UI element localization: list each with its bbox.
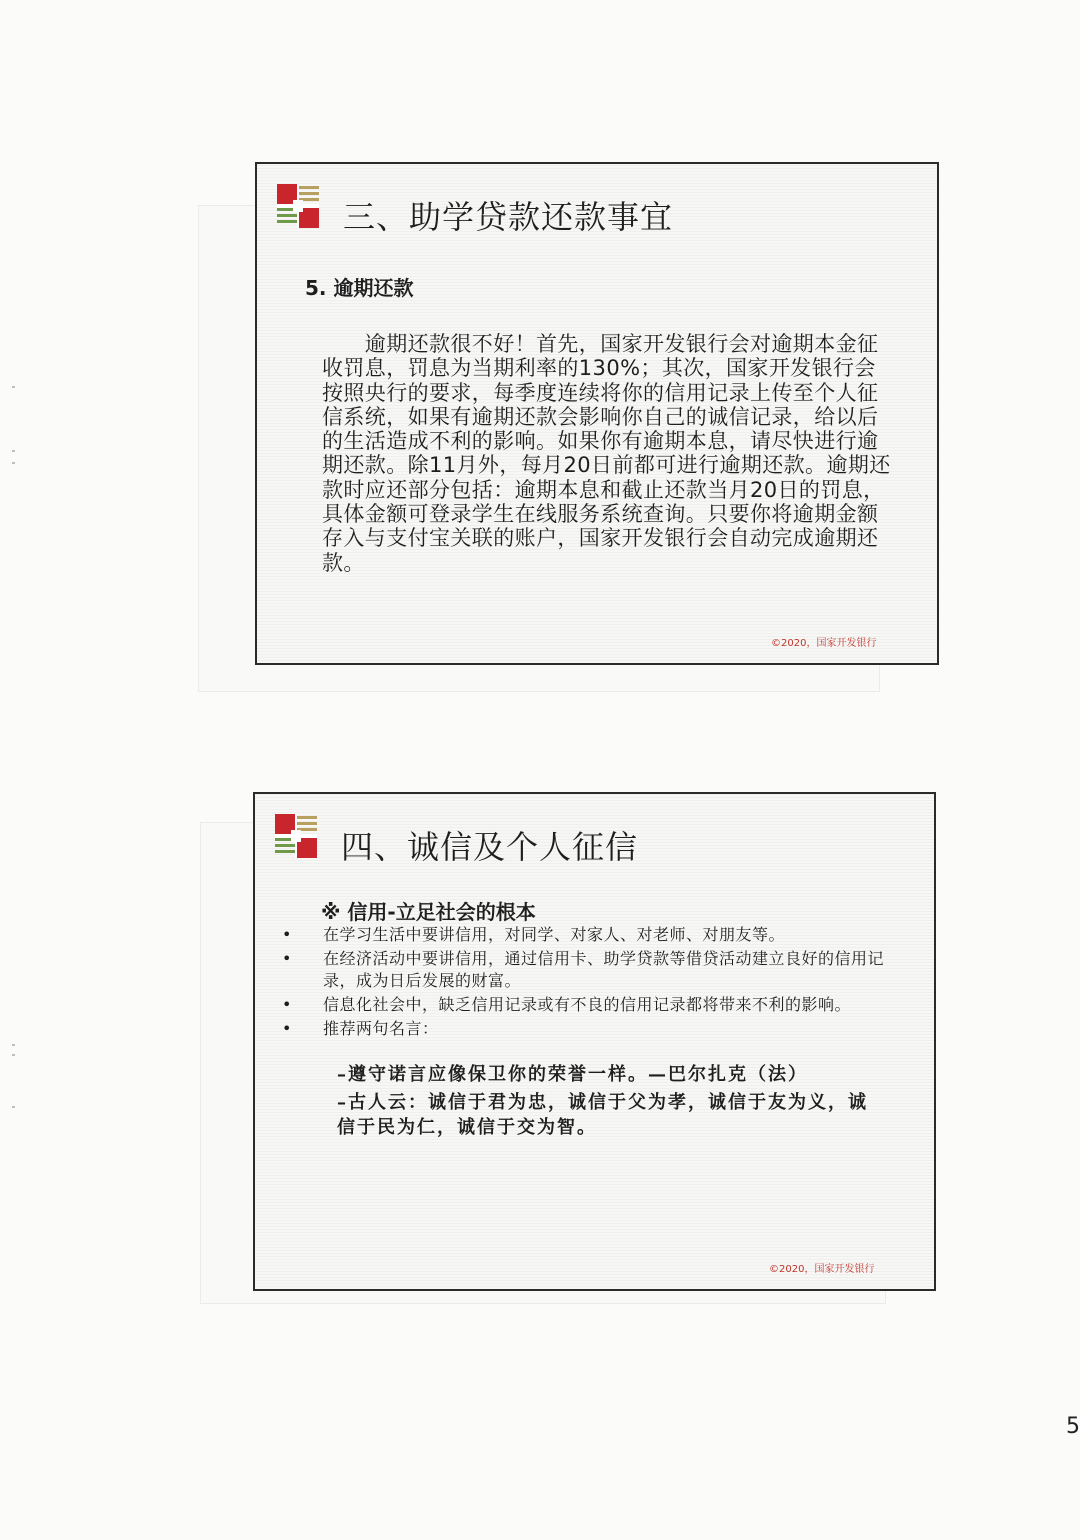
slide-title: 三、助学贷款还款事宜 xyxy=(343,198,674,236)
quote-ancients: –古人云：诚信于君为忠，诚信于父为孝，诚信于友为义，诚信于民为仁，诚信于交为智。 xyxy=(337,1092,868,1138)
slide-repayment xyxy=(255,162,939,665)
section-subtitle: ※ 信用-立足社会的根本 xyxy=(321,900,536,924)
scan-mark xyxy=(12,1054,15,1056)
page-number: 5 xyxy=(1066,1414,1080,1439)
scan-mark xyxy=(12,1106,15,1108)
overdue-repayment-paragraph: 逾期还款很不好！首先，国家开发银行会对逾期本金征收罚息，罚息为当期利率的130%；其次，国家开发银行会按照央行的要求，每季度连续将你的信用记录上传至个人征信系统，如果有逾期还款会影响你自己的诚信记录，给以后的生活造成不利的影响。如果你有逾期本息，请尽快进行逾期还款。除11月外，每月20日前都可进行逾期还款。逾期还款时应还部分包括：逾期本息和截止还款当月20日的罚息，具体金额可登录学生在线服务系统查询。只要你将逾期金额存入与支付宝关联的账户，国家开发银行会自动完成逾期还款。 xyxy=(322,332,891,575)
bullet-dot-icon: • xyxy=(282,949,292,968)
copyright-notice: ©2020，国家开发银行 xyxy=(771,638,877,649)
bank-logo-icon xyxy=(277,184,319,228)
slide-credit xyxy=(253,792,936,1291)
copyright-notice: ©2020，国家开发银行 xyxy=(769,1264,875,1275)
slide-title: 四、诚信及个人征信 xyxy=(341,828,639,866)
credit-bullet-list xyxy=(277,924,893,1042)
scan-mark xyxy=(12,450,15,452)
scan-mark xyxy=(12,386,15,388)
scan-mark xyxy=(12,1044,15,1046)
list-item: • 在经济活动中要讲信用，通过信用卡、助学贷款等借贷活动建立良好的信用记录，成为日后发展的财富。 xyxy=(277,948,893,992)
bullet-dot-icon: • xyxy=(282,925,292,944)
quote-balzac: –遵守诺言应像保卫你的荣誉一样。—巴尔扎克（法） xyxy=(337,1064,808,1085)
list-item: • 在学习生活中要讲信用，对同学、对家人、对老师、对朋友等。 xyxy=(277,924,893,946)
bank-logo-icon xyxy=(275,814,317,858)
scan-mark xyxy=(12,462,15,464)
bullet-dot-icon: • xyxy=(282,1019,292,1038)
list-item: • 推荐两句名言： xyxy=(277,1018,893,1040)
bullet-dot-icon: • xyxy=(282,995,292,1014)
list-item: • 信息化社会中，缺乏信用记录或有不良的信用记录都将带来不利的影响。 xyxy=(277,994,893,1016)
section-subtitle: 5. 逾期还款 xyxy=(305,276,414,300)
